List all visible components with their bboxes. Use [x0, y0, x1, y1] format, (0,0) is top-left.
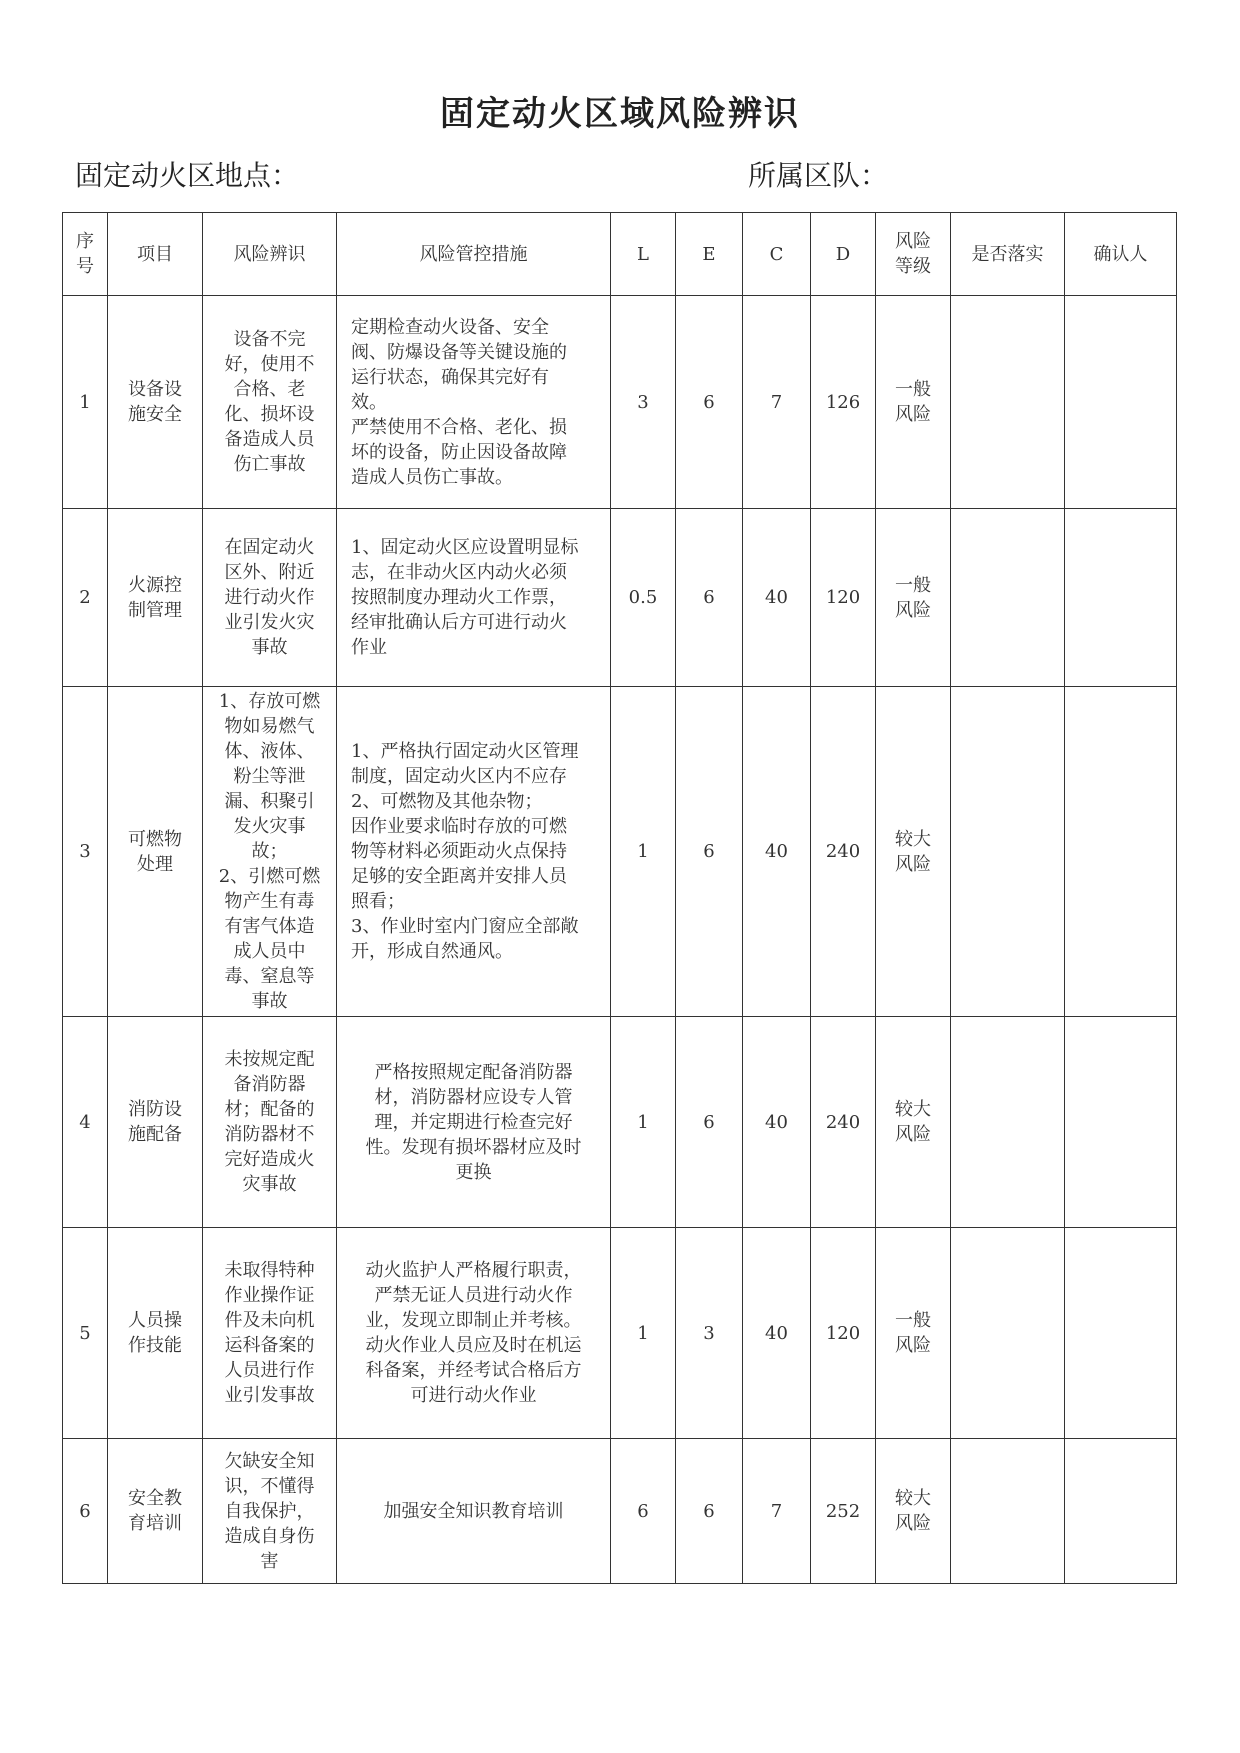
- table-row: [63, 687, 1177, 1017]
- row-implemented[interactable]: [951, 687, 1065, 1017]
- row-no: 5: [63, 1228, 108, 1439]
- row-l: 0.5: [611, 509, 676, 687]
- row-measures: 定期检查动火设备、安全 阀、防爆设备等关键设施的 运行状态，确保其完好有 效。 严禁使用不合格、老化、损 坏的设备，防止因设备故障 造成人员伤亡事故。: [337, 296, 611, 509]
- row-measures: 1、严格执行固定动火区管理 制度，固定动火区内不应存 2、可燃物及其他杂物； 因作业要求临时存放的可燃 物等材料必须距动火点保持 足够的安全距离并安排人员 照看； 3、作业时室内门窗应全部敞 开，形成自然通风。: [337, 687, 611, 1017]
- row-risk: 未取得特种 作业操作证 件及未向机 运科备案的 人员进行作 业引发事故: [203, 1228, 337, 1439]
- row-c: 40: [743, 509, 811, 687]
- table-row: [63, 1439, 1177, 1584]
- row-l: 1: [611, 1017, 676, 1228]
- header-confirmer: 确认人: [1065, 213, 1177, 296]
- row-e: 6: [676, 296, 743, 509]
- location-label: 固定动火区地点：: [75, 159, 300, 192]
- row-measures: 动火监护人严格履行职责， 严禁无证人员进行动火作 业，发现立即制止并考核。 动火作业人员应及时在机运 科备案，并经考试合格后方 可进行动火作业: [337, 1228, 611, 1439]
- row-confirmer[interactable]: [1065, 1017, 1177, 1228]
- row-risk: 欠缺安全知 识，不懂得 自我保护， 造成自身伤 害: [203, 1439, 337, 1584]
- row-level: 较大 风险: [876, 1017, 951, 1228]
- row-d: 120: [811, 1228, 876, 1439]
- row-level: 一般 风险: [876, 296, 951, 509]
- row-risk: 设备不完 好，使用不 合格、老 化、损坏设 备造成人员 伤亡事故: [203, 296, 337, 509]
- row-level: 较大 风险: [876, 687, 951, 1017]
- row-measures: 1、固定动火区应设置明显标 志，在非动火区内动火必须 按照制度办理动火工作票， 经审批确认后方可进行动火 作业: [337, 509, 611, 687]
- row-item: 设备设 施安全: [108, 296, 203, 509]
- row-item: 消防设 施配备: [108, 1017, 203, 1228]
- row-risk: 在固定动火 区外、附近 进行动火作 业引发火灾 事故: [203, 509, 337, 687]
- row-l: 3: [611, 296, 676, 509]
- table-row: [63, 1017, 1177, 1228]
- row-level: 一般 风险: [876, 1228, 951, 1439]
- row-confirmer[interactable]: [1065, 687, 1177, 1017]
- row-item: 人员操 作技能: [108, 1228, 203, 1439]
- row-item: 可燃物 处理: [108, 687, 203, 1017]
- row-c: 40: [743, 1017, 811, 1228]
- row-risk: 未按规定配 备消防器 材；配备的 消防器材不 完好造成火 灾事故: [203, 1017, 337, 1228]
- row-item: 火源控 制管理: [108, 509, 203, 687]
- header-level: 风险 等级: [876, 213, 951, 296]
- row-risk: 1、存放可燃 物如易燃气 体、液体、 粉尘等泄 漏、积聚引 发火灾事 故； 2、引燃可燃 物产生有毒 有害气体造 成人员中 毒、窒息等 事故: [203, 687, 337, 1017]
- row-c: 7: [743, 1439, 811, 1584]
- table-row: [63, 296, 1177, 509]
- row-e: 6: [676, 1017, 743, 1228]
- header-row: [63, 213, 1177, 296]
- row-item: 安全教 育培训: [108, 1439, 203, 1584]
- table-row: [63, 1228, 1177, 1439]
- row-implemented[interactable]: [951, 1439, 1065, 1584]
- row-no: 3: [63, 687, 108, 1017]
- row-level: 较大 风险: [876, 1439, 951, 1584]
- header-d: D: [811, 213, 876, 296]
- row-c: 40: [743, 1228, 811, 1439]
- row-d: 252: [811, 1439, 876, 1584]
- row-d: 240: [811, 687, 876, 1017]
- row-l: 1: [611, 1228, 676, 1439]
- row-d: 120: [811, 509, 876, 687]
- row-no: 1: [63, 296, 108, 509]
- header-measures: 风险管控措施: [337, 213, 611, 296]
- row-measures: 严格按照规定配备消防器 材，消防器材应设专人管 理，并定期进行检查完好 性。发现有损坏器材应及时 更换: [337, 1017, 611, 1228]
- row-confirmer[interactable]: [1065, 509, 1177, 687]
- row-implemented[interactable]: [951, 296, 1065, 509]
- row-no: 6: [63, 1439, 108, 1584]
- risk-table: [62, 212, 1177, 1584]
- header-l: L: [611, 213, 676, 296]
- row-d: 240: [811, 1017, 876, 1228]
- header-risk: 风险辨识: [203, 213, 337, 296]
- row-measures: 加强安全知识教育培训: [337, 1439, 611, 1584]
- row-d: 126: [811, 296, 876, 509]
- row-confirmer[interactable]: [1065, 1228, 1177, 1439]
- row-implemented[interactable]: [951, 1228, 1065, 1439]
- row-implemented[interactable]: [951, 1017, 1065, 1228]
- header-item: 项目: [108, 213, 203, 296]
- table-body: [63, 296, 1177, 1584]
- row-c: 40: [743, 687, 811, 1017]
- row-no: 2: [63, 509, 108, 687]
- row-l: 1: [611, 687, 676, 1017]
- row-e: 3: [676, 1228, 743, 1439]
- row-implemented[interactable]: [951, 509, 1065, 687]
- table-row: [63, 509, 1177, 687]
- header-c: C: [743, 213, 811, 296]
- row-no: 4: [63, 1017, 108, 1228]
- row-c: 7: [743, 296, 811, 509]
- table-header: [63, 213, 1177, 296]
- row-l: 6: [611, 1439, 676, 1584]
- row-e: 6: [676, 509, 743, 687]
- row-confirmer[interactable]: [1065, 1439, 1177, 1584]
- header-no: 序 号: [63, 213, 108, 296]
- row-e: 6: [676, 687, 743, 1017]
- header-implemented: 是否落实: [951, 213, 1065, 296]
- row-level: 一般 风险: [876, 509, 951, 687]
- document-title: 固定动火区域风险辨识: [440, 94, 800, 134]
- row-confirmer[interactable]: [1065, 296, 1177, 509]
- header-e: E: [676, 213, 743, 296]
- row-e: 6: [676, 1439, 743, 1584]
- team-label: 所属区队：: [748, 159, 889, 192]
